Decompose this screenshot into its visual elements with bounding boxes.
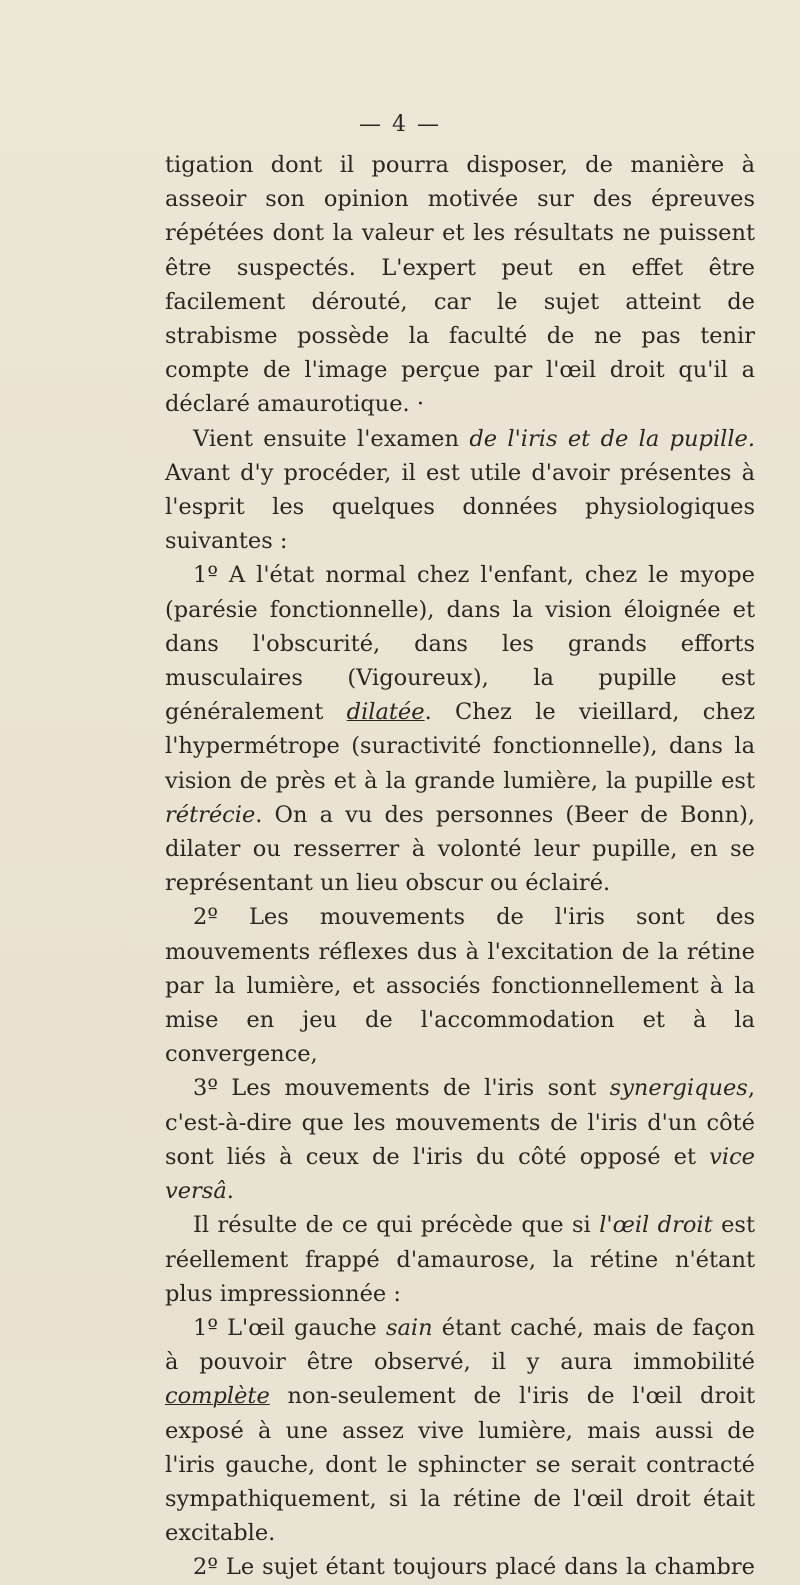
italic-word-synergiques: synergiques [609,1075,748,1102]
italic-word-dilatee: dilatée [346,699,425,726]
text-run: est réellement frappé d'amaurose, la rétine n'étant plus impressionnée : [165,1212,755,1307]
text-run: Avant d'y procéder, il est utile d'avoir présentes à l'esprit les quelques données physiologiques suivantes : [165,459,755,555]
paragraph-continuation: tigation dont il pourra disposer, de manière à asseoir son opinion motivée sur des épreuves répétées dont la valeur et les résultats ne puissent être suspectés. L'expert peut en effet être facilement dérouté, car le sujet atteint de strabisme possède la faculté de ne pas tenir compte de l'image perçue par l'œil droit qu'il a déclaré amaurotique. · [165,152,755,418]
text-run: Vient ensuite l'examen [193,425,470,452]
paragraph-conclusion [165,1208,755,1311]
text-run: 3º Les mouvements de l'iris sont [193,1075,610,1102]
italic-phrase-oeil-droit: l'œil droit [599,1212,713,1239]
text-run: . [226,1178,234,1205]
text-run: étant caché, mais de façon à pouvoir être observé, il y aura immobilité [165,1314,755,1376]
paragraph-iris-intro [165,422,755,559]
text-run: . On a vu des personnes (Beer de Bonn), dilater ou resserrer à volonté leur pupille, en se représentant un lieu obscur ou éclairé. [165,801,755,897]
text-run: non-seulement de l'iris de l'œil droit exposé à une assez vive lumière, mais aussi de l'iris gauche, dont le sphincter se serait contracté sympathiquement, si la rétine de l'œil droit était excitable. [165,1383,755,1547]
paragraph-point-2: 2º Les mouvements de l'iris sont des mouvements réflexes dus à l'excitation de la rétine par la lumière, et associés fonctionnellement à la mise en jeu de l'accommodation et à la convergence, [165,904,755,1068]
text-run: . Chez le vieillard, chez l'hypermétrope (suractivité fonctionnelle), dans la vision de près et à la grande lumière, la pupille est [165,699,755,794]
paragraph-point-1 [165,558,755,900]
italic-word-retrecie: rétrécie [165,801,256,828]
text-run: 1º A l'état normal chez l'enfant, chez le myope (parésie fonctionnelle), dans la vision éloignée et dans l'obscurité, dans les grands efforts musculaires (Vigoureux), la pupille est généralement [165,562,755,726]
italic-word-sain: sain [385,1314,433,1341]
text-run: , c'est-à-dire que les mouvements de l'iris d'un côté sont liés à ceux de l'iris du côté opposé et [165,1075,755,1170]
body-text [165,148,755,1585]
italic-phrase-iris-pupille: de l'iris et de la pupille. [469,425,756,452]
text-run: Il résulte de ce qui précède que si [193,1212,600,1239]
page-number: — 4 — [359,112,441,137]
paragraph-subpoint-1 [165,1311,755,1550]
italic-phrase-vice-versa: vice versâ [165,1143,755,1205]
paragraph-subpoint-2: 2º Le sujet étant toujours placé dans la chambre [193,1554,755,1581]
text-run: 1º L'œil gauche [193,1314,386,1341]
italic-word-complete: complète [165,1383,270,1410]
paragraph-point-3 [165,1071,755,1208]
